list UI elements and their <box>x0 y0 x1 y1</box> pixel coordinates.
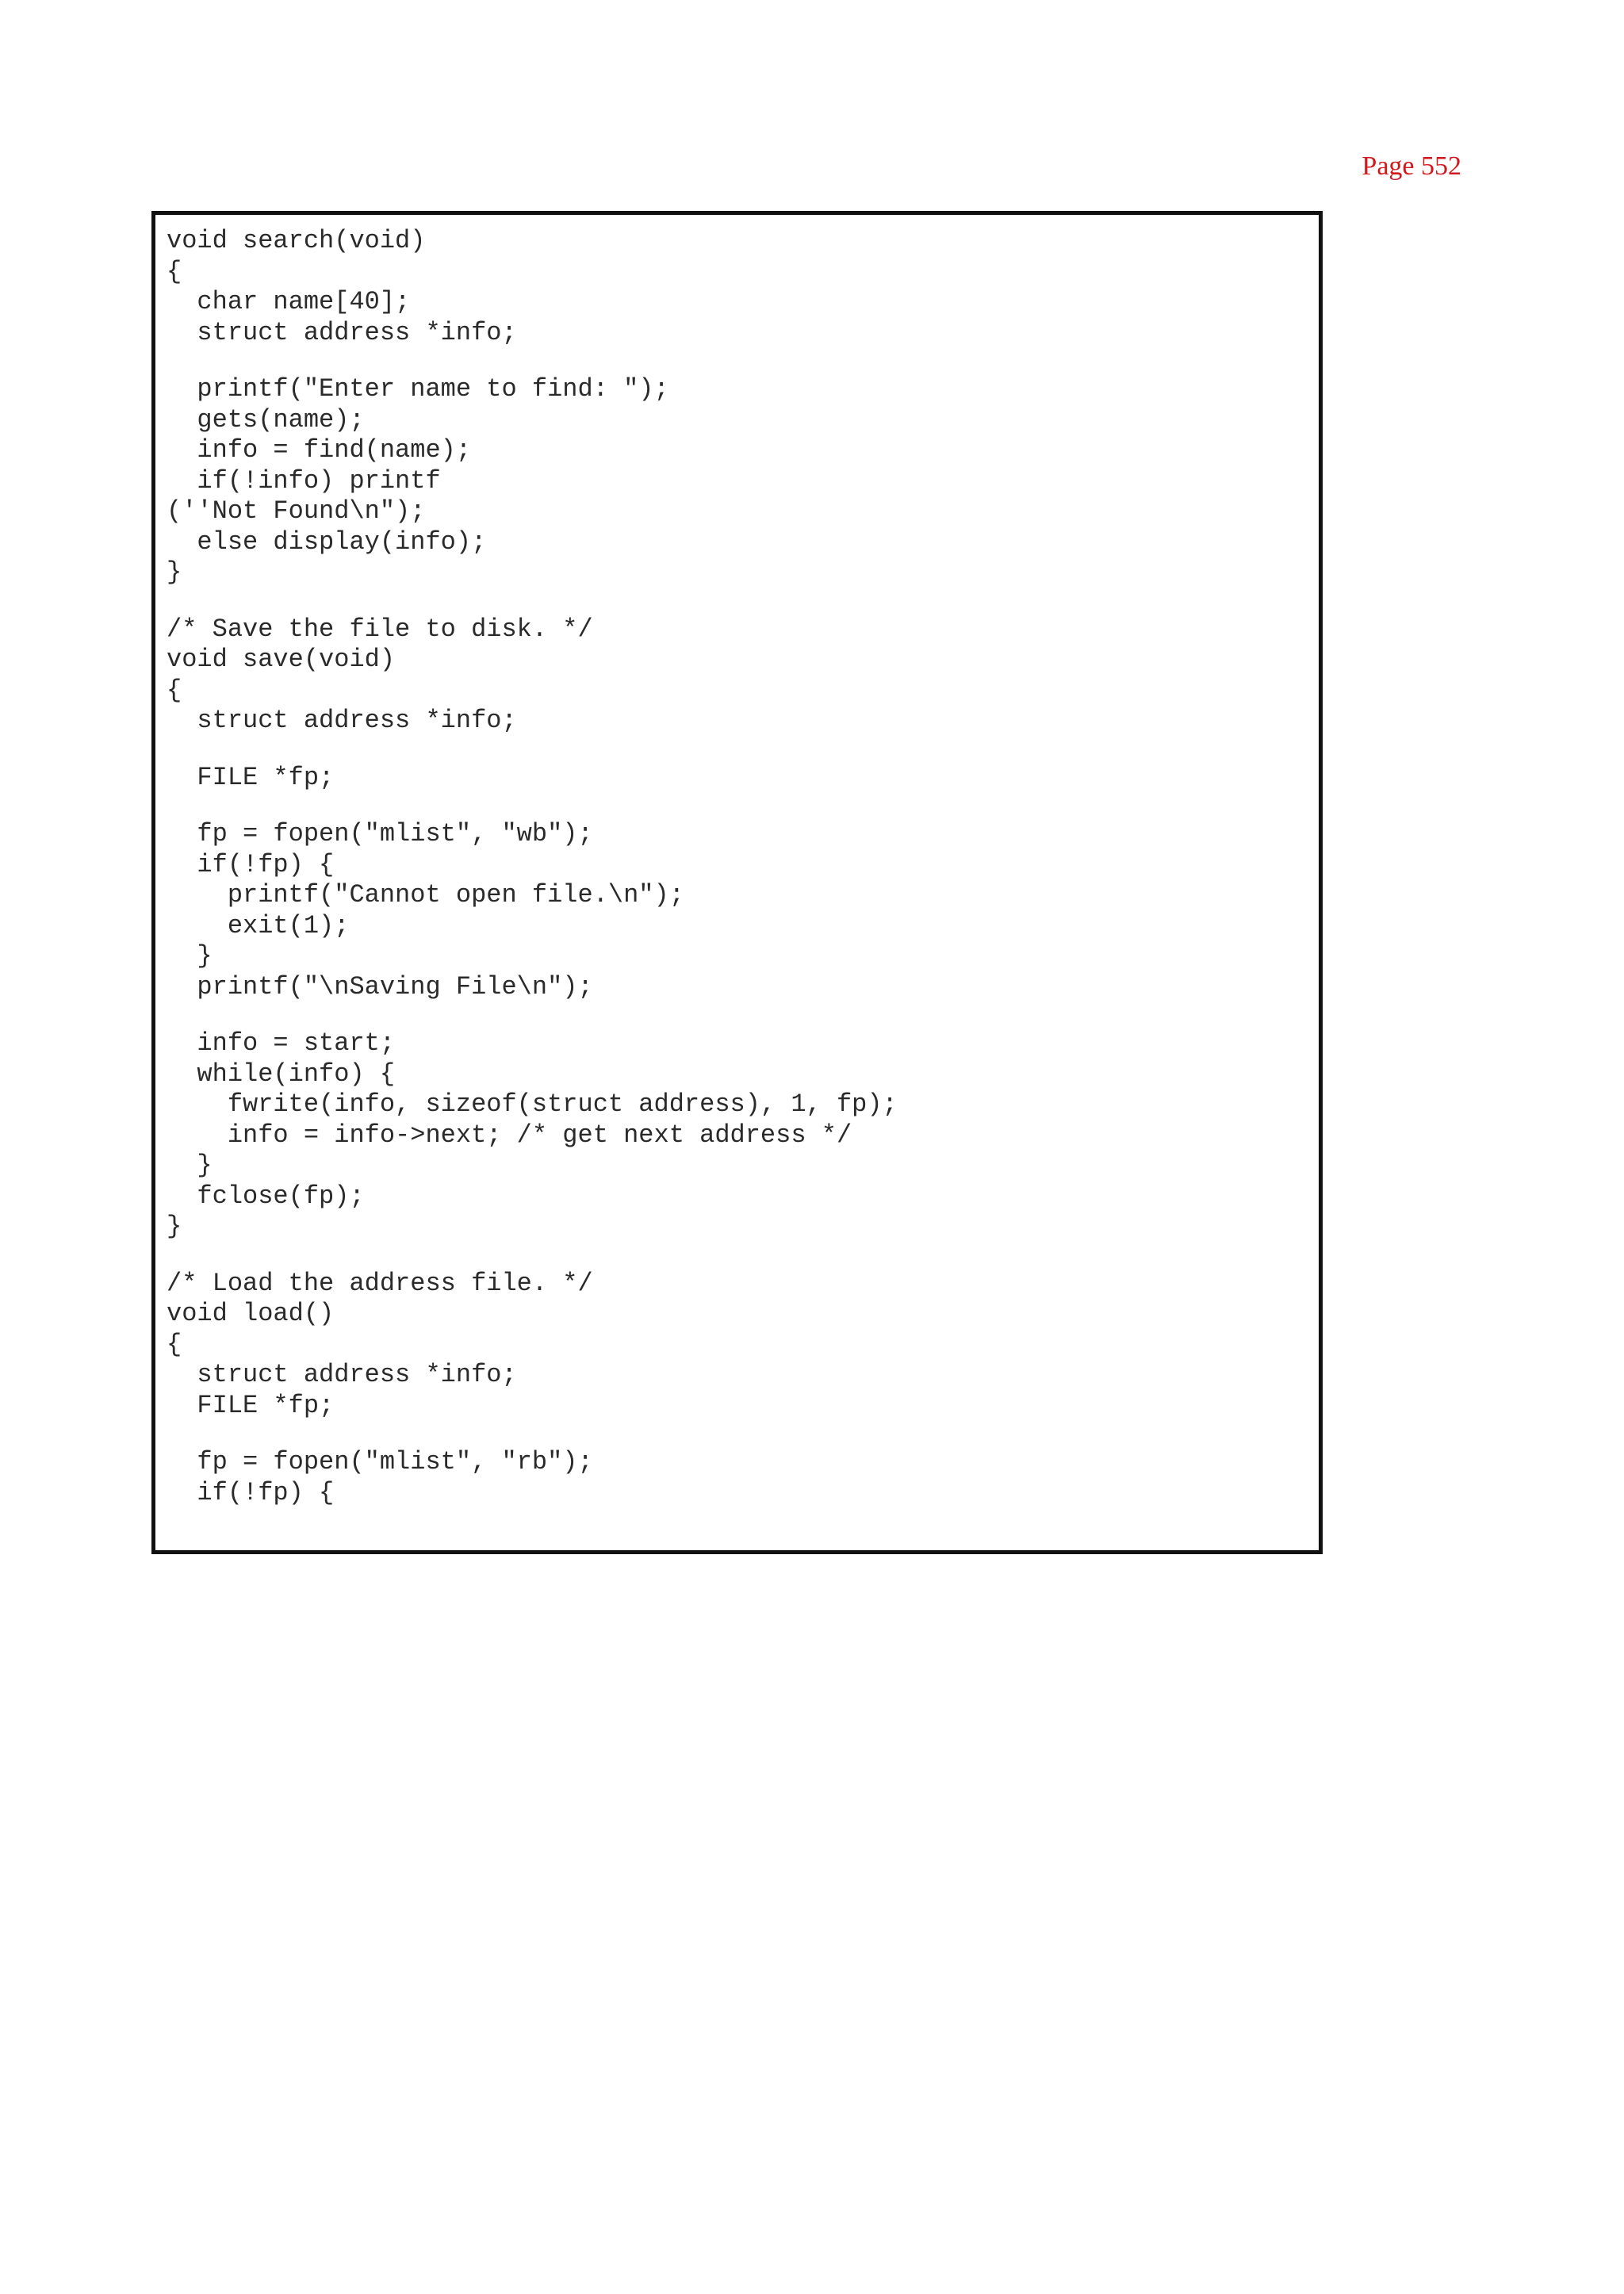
code-listing-box <box>151 211 1323 1554</box>
code-line: if(!fp) { <box>167 849 335 879</box>
code-line: } <box>167 1212 182 1241</box>
code-line: void save(void) <box>167 645 396 674</box>
code-line: info = info->next; /* get next address */ <box>167 1120 852 1150</box>
code-line: fwrite(info, sizeof(struct address), 1, fp); <box>167 1090 898 1119</box>
code-line: if(!info) printf <box>167 465 441 496</box>
code-line: /* Load the address file. */ <box>167 1268 593 1298</box>
code-line: (''Not Found\n"); <box>167 496 426 526</box>
code-line <box>167 1421 898 1447</box>
code-line: } <box>167 557 182 587</box>
code-line: void search(void) <box>167 226 426 255</box>
code-line: { <box>167 1329 182 1359</box>
code-line: { <box>167 256 182 286</box>
code-line: FILE *fp; <box>167 1390 335 1420</box>
code-line: printf("Cannot open file.\n"); <box>167 880 684 910</box>
code-line <box>167 348 898 374</box>
code-line: fclose(fp); <box>167 1181 365 1211</box>
code-line: struct address *info; <box>167 706 517 735</box>
code-line: /* Save the file to disk. */ <box>167 614 593 644</box>
code-line: fp = fopen("mlist", "wb"); <box>167 819 593 848</box>
code-line <box>167 1002 898 1028</box>
code-line <box>167 793 898 819</box>
code-line: printf("Enter name to find: "); <box>167 374 669 404</box>
code-line: struct address *info; <box>167 317 517 347</box>
code-line: FILE *fp; <box>167 762 335 792</box>
code-line: } <box>167 1151 213 1180</box>
page-number: Page 552 <box>1362 151 1461 181</box>
code-line: while(info) { <box>167 1059 396 1089</box>
code-line <box>167 1243 898 1269</box>
code-line: struct address *info; <box>167 1360 517 1389</box>
code-line: exit(1); <box>167 910 350 940</box>
code-line: fp = fopen("mlist", "rb"); <box>167 1447 593 1476</box>
code-line: } <box>167 941 213 971</box>
code-line: if(!fp) { <box>167 1477 335 1507</box>
code-line: gets(name); <box>167 404 365 435</box>
code-line: printf("\nSaving File\n"); <box>167 971 593 1001</box>
code-listing <box>167 226 898 1508</box>
code-line: info = find(name); <box>167 435 472 465</box>
code-line: { <box>167 675 182 705</box>
code-line <box>167 588 898 615</box>
code-line: info = start; <box>167 1028 396 1058</box>
code-line: void load() <box>167 1299 335 1328</box>
code-line <box>167 737 898 763</box>
code-line: else display(info); <box>167 527 487 557</box>
code-line: char name[40]; <box>167 287 411 316</box>
